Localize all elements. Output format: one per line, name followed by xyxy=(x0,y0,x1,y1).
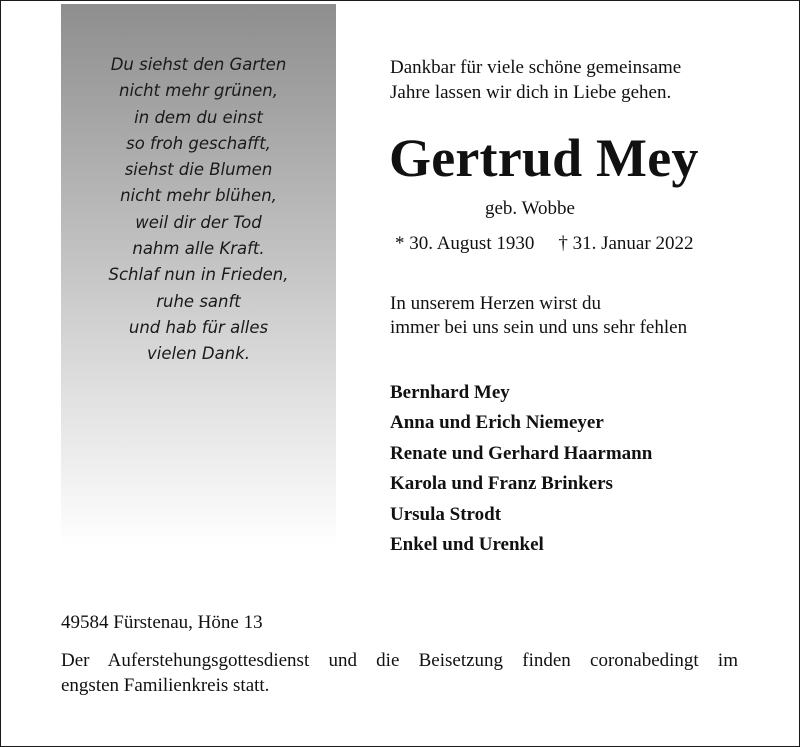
funeral-note xyxy=(61,648,738,698)
poem-line: so froh geschafft, xyxy=(126,133,271,153)
death-date: † 31. Januar 2022 xyxy=(558,233,694,254)
poem-line: vielen Dank. xyxy=(146,344,250,364)
poem-line: ruhe sanft xyxy=(156,291,241,311)
poem-line: nicht mehr grünen, xyxy=(118,81,279,101)
intro-text xyxy=(390,55,681,105)
poem-line: nicht mehr blühen, xyxy=(120,186,277,206)
birth-date: * 30. August 1930 xyxy=(395,233,535,254)
poem-line: nahm alle Kraft. xyxy=(132,239,265,259)
mourner-name: Karola und Franz Brinkers xyxy=(390,473,613,495)
mourner-name: Anna und Erich Niemeyer xyxy=(390,412,604,434)
intro-line: Jahre lassen wir dich in Liebe gehen. xyxy=(390,82,672,103)
life-dates xyxy=(395,232,693,256)
address: 49584 Fürstenau, Höne 13 xyxy=(61,612,263,633)
mourner-name: Ursula Strodt xyxy=(390,503,502,525)
note-line: engsten Familienkreis statt. xyxy=(61,675,270,696)
mourner-name: Renate und Gerhard Haarmann xyxy=(390,442,653,464)
intro-line: Dankbar für viele schöne gemeinsame xyxy=(390,57,682,78)
poem-line: siehst die Blumen xyxy=(124,160,273,180)
memory-text xyxy=(390,292,687,340)
poem-line: in dem du einst xyxy=(134,107,263,127)
mourner-name: Bernhard Mey xyxy=(390,382,510,403)
maiden-name: geb. Wobbe xyxy=(485,198,575,219)
mourner-name: Enkel und Urenkel xyxy=(390,534,544,556)
poem xyxy=(61,52,336,368)
poem-line: Schlaf nun in Frieden, xyxy=(108,265,289,285)
note-line: Der Auferstehungsgottesdienst und die Beisetzung finden coronabedingt im xyxy=(61,650,738,671)
poem-line: weil dir der Tod xyxy=(135,212,262,232)
memory-line: In unserem Herzen wirst du xyxy=(390,293,602,314)
poem-line: und hab für alles xyxy=(128,317,269,337)
poem-line: Du siehst den Garten xyxy=(110,55,287,74)
memory-line: immer bei uns sein und uns sehr fehlen xyxy=(390,317,688,338)
mourners-list xyxy=(390,378,652,560)
deceased-name: Gertrud Mey xyxy=(389,128,699,188)
